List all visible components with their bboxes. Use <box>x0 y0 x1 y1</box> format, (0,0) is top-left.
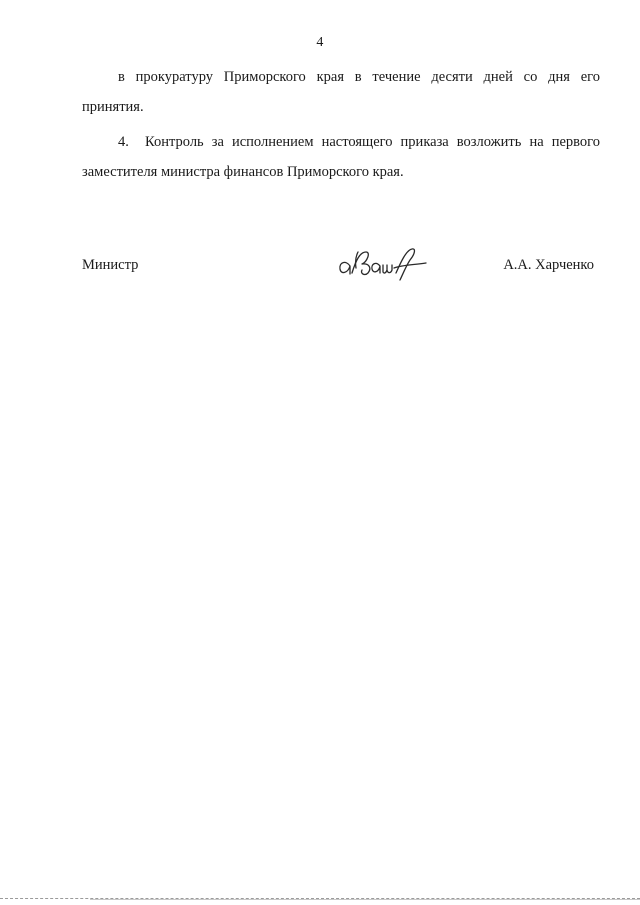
handwritten-signature-icon <box>336 246 428 282</box>
paragraph-continuation <box>82 62 600 122</box>
paragraph-item-4 <box>82 127 600 187</box>
paragraph-line <box>82 127 600 157</box>
signature-block <box>82 254 600 284</box>
item-text: Контроль за исполнением настоящего приказа возложить на первого <box>145 134 601 150</box>
item-number: 4. <box>118 134 129 150</box>
paragraph-line: заместителя министра финансов Приморского края. <box>82 164 404 180</box>
paragraph-line: в прокуратуру Приморского края в течение десяти дней со дня его <box>118 69 600 85</box>
signer-name: А.А. Харченко <box>503 257 594 273</box>
page-number: 4 <box>316 35 324 50</box>
scan-edge-line <box>90 899 640 900</box>
signer-position: Министр <box>82 257 139 273</box>
paragraph-line: принятия. <box>82 99 144 115</box>
